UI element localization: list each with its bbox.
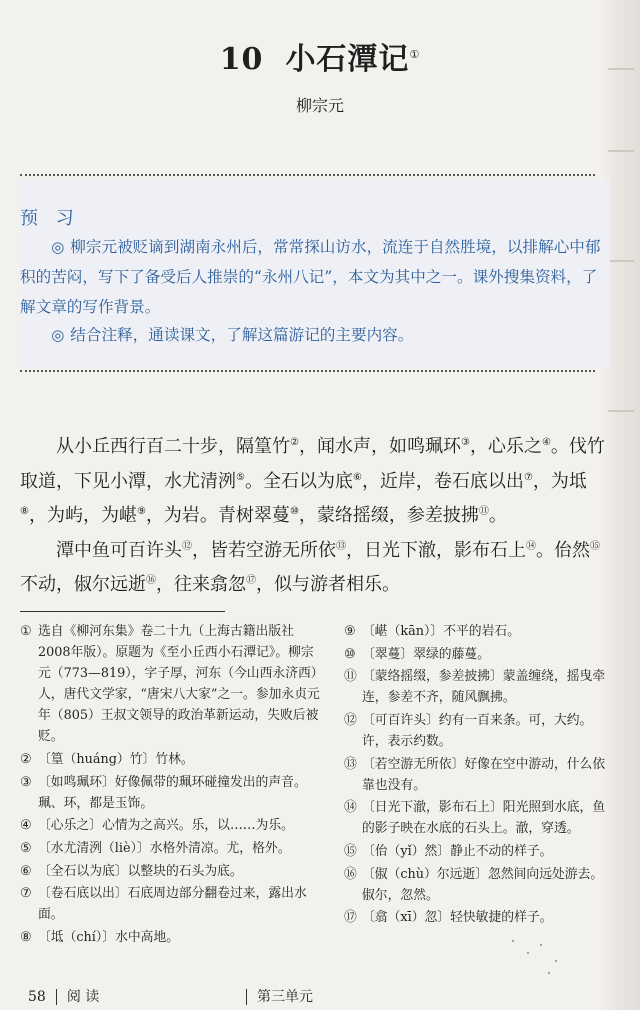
footnote-text: 选自《柳河东集》卷二十九（上海古籍出版社2008年版）。原题为《至小丘西小石潭记》。柳宗元（773—819），字子厚，河东（今山西永济西）人，唐代文学家，“唐宋八大家”之一。参加永贞元年（805）王叔文领导的政治革新运动，失败后被贬。 bbox=[38, 624, 320, 745]
footnote bbox=[344, 841, 612, 862]
text-segment: 从小丘西行百二十步，隔篁竹 bbox=[56, 436, 290, 457]
footnote bbox=[344, 666, 612, 708]
footnote-number: ⑰ bbox=[344, 910, 357, 926]
text-segment: ，为坻 bbox=[532, 470, 587, 492]
footnote-number: ⑮ bbox=[344, 843, 357, 859]
footnote-number: ⑨ bbox=[344, 624, 356, 639]
lesson-title bbox=[0, 34, 640, 78]
footnote bbox=[344, 644, 612, 665]
text-segment: ，日光下澈，影布石上 bbox=[346, 539, 526, 561]
main-text bbox=[20, 428, 610, 601]
speck bbox=[548, 972, 550, 974]
footnote-marker[interactable]: ⑬ bbox=[336, 540, 346, 552]
footnote-text: 〔心乐之〕心情为之高兴。乐，以……为乐。 bbox=[38, 818, 294, 834]
footnote-marker[interactable]: ⑪ bbox=[478, 506, 489, 517]
footnote-text: 〔翠蔓〕翠绿的藤蔓。 bbox=[362, 646, 490, 662]
footnote-text: 〔蒙络摇缀，参差披拂〕蒙盖缠绕，摇曳牵连，参差不齐，随风飘拂。 bbox=[362, 669, 606, 706]
bullet-icon: ◎ bbox=[51, 326, 65, 344]
author-name: 柳宗元 bbox=[295, 96, 344, 115]
page-number: 58 bbox=[28, 989, 46, 1005]
footnote-number: ⑭ bbox=[344, 800, 357, 816]
footnote-marker[interactable]: ⑫ bbox=[182, 540, 192, 552]
footnote-marker[interactable]: ⑰ bbox=[246, 575, 256, 586]
footnote-text: 〔可百许头〕约有一百来条。可，大约。许，表示约数。 bbox=[362, 712, 593, 749]
footnotes-left-column bbox=[20, 621, 320, 949]
footnote-number: ⑬ bbox=[344, 756, 357, 772]
footnote bbox=[344, 864, 612, 906]
bleed-mark bbox=[608, 410, 634, 412]
footnote-text: 〔卷石底以出〕石底周边部分翻卷过来，露出水面。 bbox=[38, 886, 307, 923]
footnote-marker[interactable]: ⑨ bbox=[136, 506, 146, 517]
text-segment: ，闻水声，如鸣珮环 bbox=[298, 436, 461, 457]
speck bbox=[512, 940, 514, 942]
footnote-number: ⑥ bbox=[20, 863, 32, 879]
footnote-text: 〔若空游无所依〕好像在空中游动，什么依靠也没有。 bbox=[362, 756, 606, 793]
preview-item-text: 结合注释，通读课文，了解这篇游记的主要内容。 bbox=[70, 326, 414, 344]
footnote-text: 〔水尤清洌（liè）〕水格外清凉。尤，格外。 bbox=[38, 840, 291, 856]
bleed-mark bbox=[608, 260, 634, 262]
speck bbox=[555, 960, 557, 962]
title-footnote-mark: ① bbox=[409, 48, 421, 61]
footnote bbox=[344, 907, 612, 928]
text-segment: 潭中鱼可百许头 bbox=[56, 539, 182, 561]
preview-heading: 预 习 bbox=[20, 208, 80, 229]
footnote-marker[interactable]: ⑥ bbox=[352, 471, 362, 483]
text-segment: ，为岩。青树翠蔓 bbox=[145, 505, 290, 526]
text-segment: ，往来翕忽 bbox=[156, 574, 246, 595]
footnote-number: ⑯ bbox=[344, 866, 357, 882]
footnote-marker[interactable]: ⑮ bbox=[590, 540, 600, 552]
footer-divider bbox=[56, 989, 57, 1005]
footnote bbox=[344, 710, 612, 752]
footnote-marker[interactable]: ③ bbox=[460, 437, 470, 448]
text-segment: 。 bbox=[488, 505, 507, 526]
main-paragraph bbox=[20, 532, 610, 601]
footer-unit: 第三单元 bbox=[257, 989, 313, 1005]
footnote-number: ⑦ bbox=[20, 886, 32, 902]
page-footer-unit bbox=[236, 986, 313, 1006]
footnote-marker[interactable]: ⑤ bbox=[236, 471, 245, 483]
text-segment: ，近岸，卷石底以出 bbox=[361, 470, 524, 492]
footnote-rule bbox=[20, 611, 225, 612]
footnote-text: 〔全石以为底〕以整块的石头为底。 bbox=[38, 863, 243, 879]
footnote-number: ⑩ bbox=[344, 646, 356, 662]
footnote-text: 〔嵁（kān）〕不平的岩石。 bbox=[362, 624, 520, 639]
speck bbox=[527, 952, 529, 954]
text-segment: ，蒙络摇缀，参差披拂 bbox=[298, 505, 479, 526]
footnote-marker[interactable]: ⑦ bbox=[523, 471, 533, 483]
footnote-number: ① bbox=[20, 624, 32, 639]
text-segment: ，为屿，为嵁 bbox=[28, 505, 137, 526]
text-segment: ，似与游者相乐。 bbox=[256, 574, 400, 595]
bleed-mark bbox=[608, 150, 634, 152]
footnote-text: 〔日光下澈，影布石上〕阳光照到水底，鱼的影子映在水底的石头上。澈，穿透。 bbox=[362, 800, 606, 837]
footnote bbox=[20, 772, 320, 814]
preview-box bbox=[20, 180, 610, 368]
footnote-marker[interactable]: ⑭ bbox=[526, 540, 536, 552]
footnote-marker[interactable]: ⑧ bbox=[20, 506, 29, 517]
lesson-number: 10 bbox=[219, 42, 264, 77]
footer-divider bbox=[246, 989, 247, 1005]
page-footer-left bbox=[28, 986, 99, 1006]
footnote-marker[interactable]: ⑩ bbox=[289, 506, 299, 517]
footnote bbox=[344, 797, 612, 839]
footnotes-right-column bbox=[344, 621, 612, 930]
footnote bbox=[20, 749, 320, 770]
speck bbox=[540, 944, 542, 946]
footnote bbox=[20, 861, 320, 882]
footnote-text: 〔坻（chí）〕水中高地。 bbox=[38, 929, 180, 945]
preview-item bbox=[20, 320, 610, 350]
preview-bottom-divider bbox=[20, 370, 595, 372]
footnote-marker[interactable]: ⑯ bbox=[146, 575, 156, 586]
text-segment: 。佁然 bbox=[536, 539, 590, 561]
preview-item bbox=[20, 232, 610, 322]
footnote bbox=[20, 815, 320, 836]
footnote-number: ⑧ bbox=[20, 929, 32, 945]
footnote-text: 〔篁（huáng）竹〕竹林。 bbox=[38, 752, 194, 768]
footnote bbox=[20, 927, 320, 948]
footnote-number: ③ bbox=[20, 774, 32, 790]
text-segment: 不动，俶尔远逝 bbox=[20, 574, 146, 595]
footnote-number: ⑫ bbox=[344, 712, 357, 728]
footnote-text: 〔翕（xī）忽〕轻快敏捷的样子。 bbox=[362, 910, 553, 926]
footnote-marker[interactable]: ④ bbox=[541, 437, 551, 448]
footer-section: 阅 读 bbox=[66, 989, 100, 1005]
bullet-icon: ◎ bbox=[51, 238, 65, 256]
text-segment: 。全石以为底 bbox=[244, 470, 353, 492]
footnote-text: 〔俶（chù）尔远逝〕忽然间向远处游去。俶尔，忽然。 bbox=[362, 866, 604, 903]
footnote-number: ② bbox=[20, 752, 32, 768]
footnote bbox=[20, 838, 320, 859]
preview-top-divider bbox=[20, 174, 595, 176]
text-segment: ，皆若空游无所依 bbox=[192, 539, 336, 561]
footnote bbox=[344, 754, 612, 796]
footnote bbox=[20, 883, 320, 925]
footnote-number: ④ bbox=[20, 818, 32, 834]
lesson-title-text: 小石潭记 bbox=[285, 42, 410, 77]
footnote-text: 〔佁（yǐ）然〕静止不动的样子。 bbox=[362, 843, 553, 859]
main-paragraph bbox=[20, 428, 610, 532]
footnote bbox=[20, 621, 320, 748]
footnote-text: 〔如鸣珮环〕好像佩带的珮环碰撞发出的声音。珮、环，都是玉饰。 bbox=[38, 774, 307, 811]
footnote-number: ⑤ bbox=[20, 840, 32, 856]
footnote bbox=[344, 621, 612, 642]
footnote-number: ⑪ bbox=[344, 669, 357, 685]
preview-item-text: 柳宗元被贬谪到湖南永州后，常常探山访水，流连于自然胜境，以排解心中郁积的苦闷，写下了备受后人推崇的“永州八记”，本文为其中之一。课外搜集资料，了解文章的写作背景。 bbox=[20, 238, 601, 316]
text-segment: 。伐竹取道，下见小潭，水尤清洌 bbox=[20, 436, 605, 492]
footnote-marker[interactable]: ② bbox=[290, 437, 299, 448]
text-segment: ，心乐之 bbox=[469, 436, 542, 457]
